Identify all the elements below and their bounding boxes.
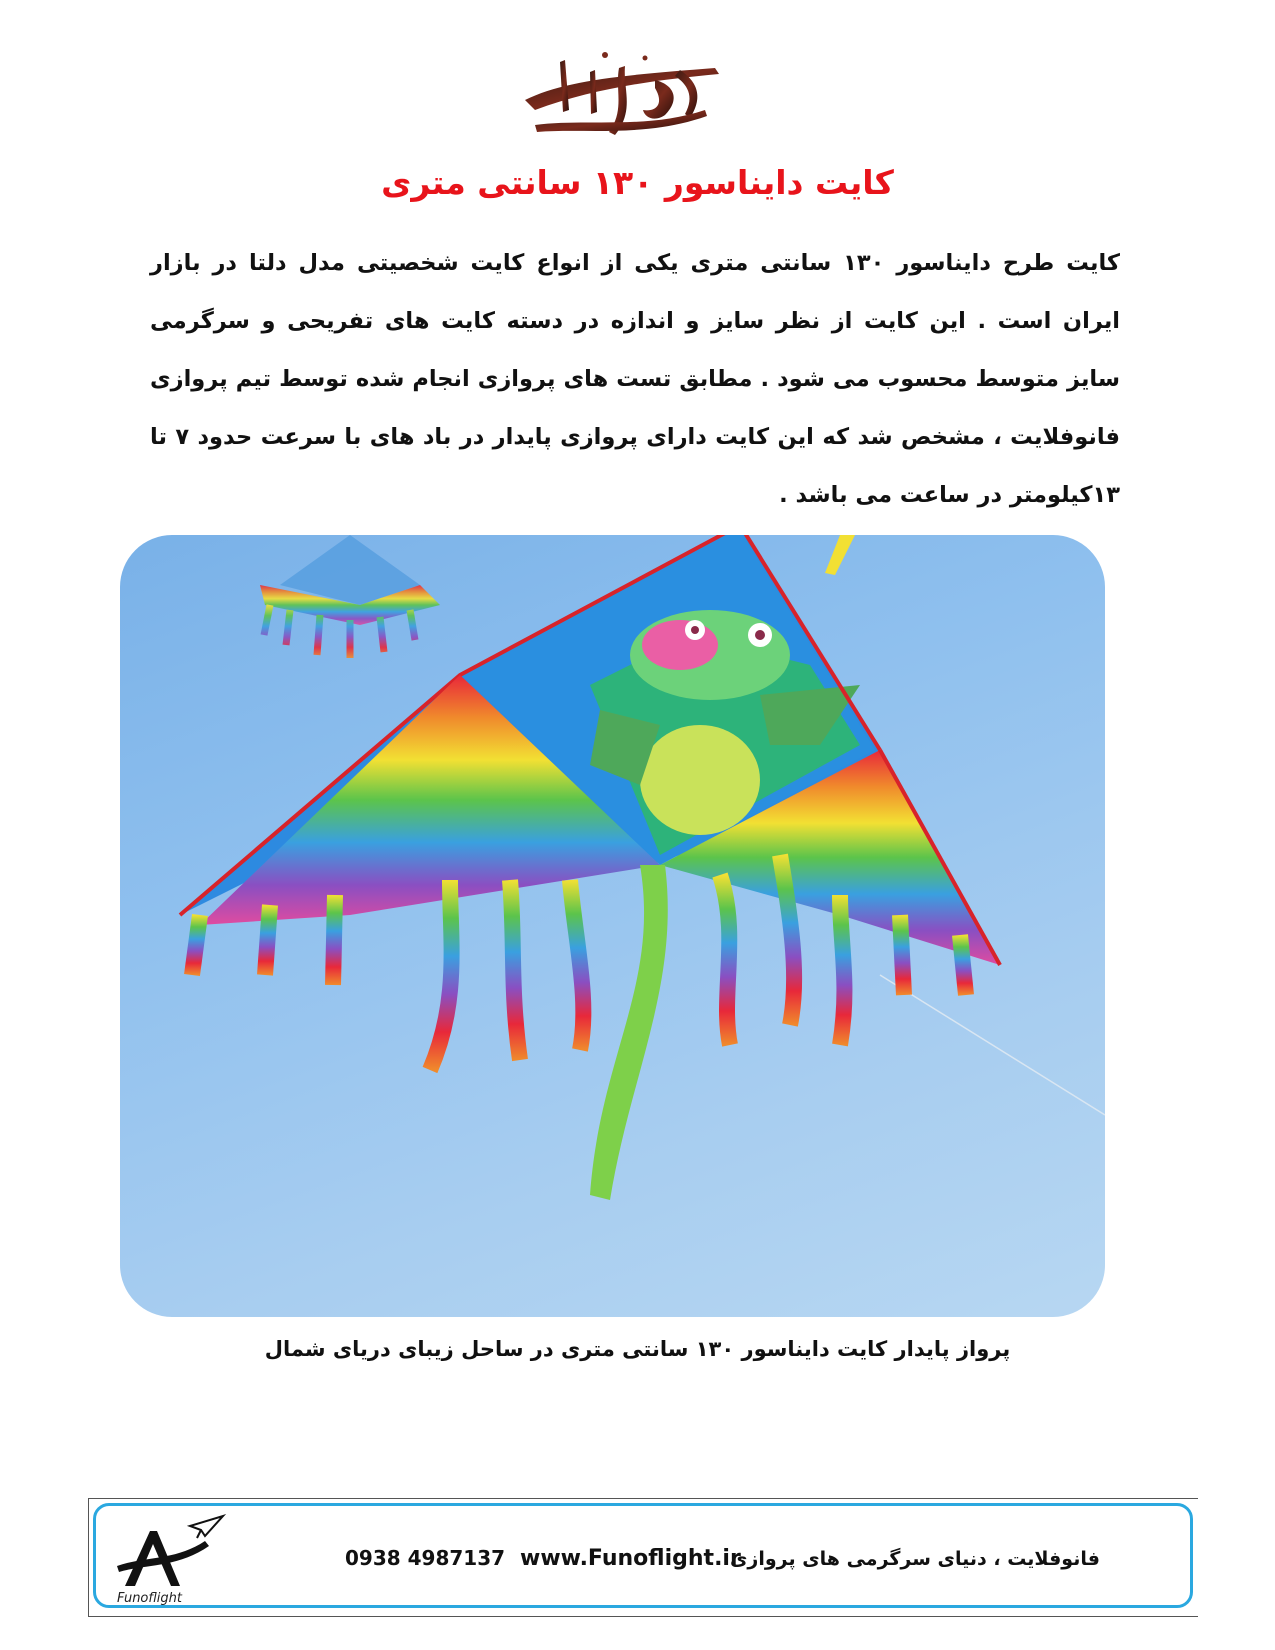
footer-slogan: فانوفلایت ، دنیای سرگرمی های پروازی bbox=[730, 1548, 1100, 1570]
footer-divider-top bbox=[88, 1498, 1198, 1499]
footer-divider-left bbox=[88, 1498, 89, 1616]
dinosaur-kite-illustration bbox=[120, 535, 1105, 1317]
figure-caption: پرواز پایدار کایت دایناسور ۱۳۰ سانتی متری در ساحل زیبای دریای شمال bbox=[264, 1337, 1011, 1361]
description-paragraph: کایت طرح دایناسور ۱۳۰ سانتی متری یکی از انواع کایت شخصیتی مدل دلتا در بازار ایران است . این کایت از نظر سایز و اندازه در دسته کایت های تفریحی و سرگرمی سایز متوسط محسوب می شود . مطابق تست های پروازی انجام شده توسط تیم پروازی فانوفلایت ، مشخص شد که این کایت دارای پروازی پایدار در باد های با سرعت حدود ۷ تا ۱۳کیلومتر در ساعت می باشد . bbox=[150, 250, 1121, 508]
bismillah-calligraphy bbox=[505, 40, 735, 150]
page-title: کایت دایناسور ۱۳۰ سانتی متری bbox=[381, 163, 894, 202]
distant-kite bbox=[260, 535, 440, 658]
logo-text: Funoflight bbox=[117, 1591, 182, 1606]
footer-phone: 0938 4987137 bbox=[345, 1546, 506, 1570]
footer-website-link[interactable]: www.Funoflight.ir bbox=[520, 1546, 741, 1571]
kite-photo bbox=[120, 535, 1105, 1317]
footer-divider-bottom bbox=[88, 1616, 1198, 1617]
